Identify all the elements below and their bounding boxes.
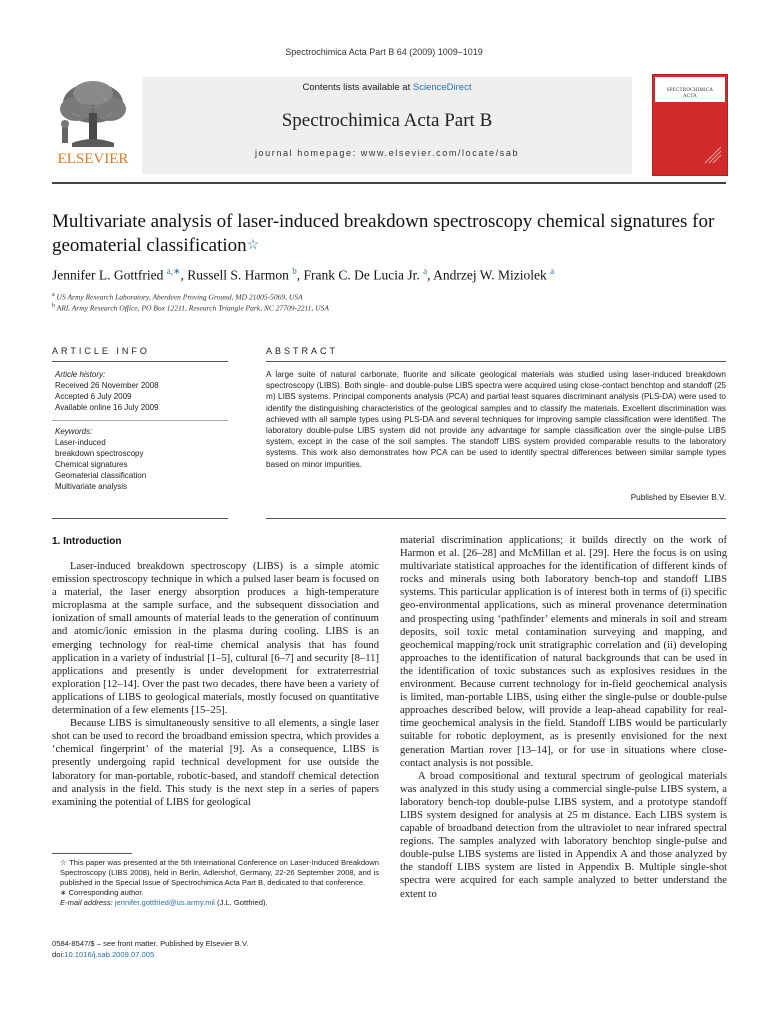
homepage-url-link[interactable]: www.elsevier.com/locate/sab <box>360 148 520 158</box>
author-name[interactable]: Russell S. Harmon <box>187 267 289 283</box>
journal-cover-thumbnail[interactable] <box>652 74 728 176</box>
author-name[interactable]: Frank C. De Lucia Jr. <box>303 267 420 283</box>
email-label: E-mail address: <box>60 898 115 907</box>
journal-masthead <box>142 77 632 174</box>
contents-prefix: Contents lists available at <box>302 82 413 93</box>
elsevier-tree-icon <box>52 77 134 169</box>
conference-footnote-text: This paper was presented at the 5th International Conference on Laser-Induced Breakdown Spectroscopy (LIBS 2008), held in Berlin, Adlershof, Germany, 22-26 September 2008, and is published in the Special Issue of Spectrochimica Acta Part B, dedicated to that conference. <box>60 858 379 887</box>
keywords-label: Keywords: <box>55 427 93 436</box>
conference-footnote <box>52 858 379 888</box>
abstract-rule-top <box>266 361 726 362</box>
body-right-column <box>400 534 727 901</box>
corresponding-author-note <box>52 888 379 898</box>
cover-emblem-icon <box>703 145 723 165</box>
corresponding-mark: ∗ <box>60 888 67 897</box>
elsevier-logo[interactable] <box>52 77 134 169</box>
keywords <box>55 426 225 492</box>
cover-title-line-1: SPECTROCHIMICA <box>666 88 714 93</box>
author-name[interactable]: Jennifer L. Gottfried <box>52 267 164 283</box>
sciencedirect-link[interactable]: ScienceDirect <box>412 82 472 93</box>
footnote-star-mark: ☆ <box>60 858 67 867</box>
author-affiliation-mark[interactable]: a <box>550 266 555 276</box>
contents-availability <box>142 82 632 93</box>
journal-homepage <box>142 148 632 158</box>
keyword-item: Laser-induced <box>55 438 106 447</box>
article-info-rule-top <box>52 361 228 362</box>
author-separator: , <box>296 267 304 283</box>
author-list <box>52 266 554 284</box>
author-separator: , <box>180 267 188 283</box>
article-title <box>52 210 742 258</box>
affiliation-a <box>52 292 303 302</box>
author-separator: , <box>427 267 434 283</box>
journal-title: Spectrochimica Acta Part B <box>281 110 493 131</box>
elsevier-wordmark: ELSEVIER <box>57 151 129 167</box>
email-suffix: (J.L. Gottfried). <box>214 898 268 907</box>
body-paragraph: material discrimination applications; it builds directly on the work of Harmon et al. [26–28] and McMillan et al. [29]. Here the focus is on using multivariate statistical approaches for the identification of different kinds of rocks and minerals using both laboratory bench-top and standoff LIBS systems. This particular application is of interest both in terms of (i) specific geo-environmental applications, such as mineral provenance determination and prospecting using ‘pathfinder’ elements and minerals in soil and stream deposits, soil toxic metal contamination surveying and mapping, and geochemical mapping/rock unit stratigraphic correlation and (ii) developing approaches to the identification of natural backgrounds that can be used in the identification of toxic substances such as explosives residues in the environment. Because current technology for in-field geochemical analysis is limited, man-portable LIBS, using either the single-pulse or double-pulse approaches described below, will provide a leap-ahead capability for real-time geochemical analysis in the field. Standoff LIBS would be particularly suitable for robotic deployment, as is presently envisioned for the next generation Martian rover [13–14], or for use in situations where close-contact analysis is not possible. <box>400 535 727 769</box>
affiliation-b-text: ARL Army Research Office, PO Box 12211, Research Triangle Park, NC 27709-2211, USA <box>56 303 329 313</box>
affiliation-b <box>52 303 329 313</box>
email-note <box>52 898 379 908</box>
title-footnote-link[interactable]: ☆ <box>246 238 260 253</box>
body-left-column <box>52 560 379 809</box>
affiliation-a-text: US Army Research Laboratory, Aberdeen Proving Ground, MD 21005-5069, USA <box>56 292 303 302</box>
copyright-line: 0584-8547/$ – see front matter. Published by Elsevier B.V. <box>52 939 249 948</box>
history-label: Article history: <box>55 370 106 379</box>
cover-title <box>655 88 725 100</box>
abstract-publisher-line: Published by Elsevier B.V. <box>630 493 726 502</box>
corresponding-author-mark[interactable]: ∗ <box>172 266 181 276</box>
abstract-heading: ABSTRACT <box>266 346 339 356</box>
article-history <box>55 369 225 413</box>
abstract-rule-bottom <box>266 518 726 519</box>
history-online: Available online 16 July 2009 <box>55 403 159 412</box>
affiliation-b-mark: b <box>52 303 55 309</box>
history-received: Received 26 November 2008 <box>55 381 159 390</box>
article-info-heading: ARTICLE INFO <box>52 346 150 356</box>
body-paragraph: A broad compositional and textural spectrum of geological materials was analyzed in this study using a commercial single-pulse LIBS system, a laboratory bench-top double-pulse LIBS system, and a prototype standoff LIBS system designed for analysis at 25 m distance. Each LIBS system is capable of broadband detection from the ultraviolet to near infrared spectral regions. The samples analyzed with laboratory benchtop single-pulse and double-pulse LIBS systems are listed in Appendix A and those analyzed by the standoff LIBS system are listed in Appendix B. Multiple single-shot spectra were acquired for each sample analyzed to better understand the extent to <box>400 770 727 900</box>
keyword-item: breakdown spectroscopy <box>55 449 144 458</box>
footnotes <box>52 858 379 908</box>
doi-line <box>52 949 379 960</box>
author-affiliation-mark[interactable]: a, <box>166 266 173 276</box>
homepage-label: journal homepage: <box>254 148 361 158</box>
author-affiliation-mark[interactable]: a <box>423 266 428 276</box>
keyword-item: Geomaterial classification <box>55 471 147 480</box>
affiliation-a-mark: a <box>52 292 55 298</box>
abstract-text: A large suite of natural carbonate, fluorite and silicate geological materials was studied using laser-induced breakdown spectroscopy (LIBS). Both single- and double-pulse LIBS spectra were acquired using close-contact benchtop and standoff (25 m) LIBS systems. Principal components analysis (PCA) and partial least squares discriminant analysis (PLS-DA) were used to identify the distinguishing characteristics of the geological samples and to classify the materials. Excellent discrimination was achieved with all sample types using PLS-DA and several techniques for improving sample classification were identified. The laboratory double-pulse LIBS system did not provide any advantage for sample classification over the single-pulse LIBS system, except in the case of the soil samples. The standoff LIBS system provided comparable results to the laboratory systems. This work also demonstrates how PCA can be used to identify spectral differences between similar sample types based on minor impurities. <box>266 370 726 469</box>
article-title-text: Multivariate analysis of laser-induced breakdown spectroscopy chemical signatures for geomaterial classification <box>52 211 715 256</box>
author-name[interactable]: Andrzej W. Miziolek <box>433 267 547 283</box>
article-info-rule-mid <box>52 420 228 421</box>
keyword-item: Multivariate analysis <box>55 482 128 491</box>
doi-label: doi: <box>52 950 65 959</box>
cover-title-line-2: ACTA <box>682 94 697 99</box>
footnote-rule <box>52 853 132 854</box>
section-heading-introduction: 1. Introduction <box>52 536 122 547</box>
history-accepted: Accepted 6 July 2009 <box>55 392 132 401</box>
corresponding-text: Corresponding author. <box>66 888 144 897</box>
cover-title-panel <box>655 77 725 102</box>
doi-link[interactable]: 10.1016/j.sab.2009.07.005 <box>64 950 155 959</box>
article-info-rule-bottom <box>52 518 228 519</box>
copyright-block <box>52 938 379 960</box>
keyword-item: Chemical signatures <box>55 460 128 469</box>
author-affiliation-mark[interactable]: b <box>292 266 297 276</box>
body-paragraph: Laser-induced breakdown spectroscopy (LIBS) is a simple atomic emission spectroscopy technique in which a pulsed laser beam is focused on a material, the laser energy absorption produces a high-temperature microplasma at the sample surface, and the subsequent dissociation and ionization of small amounts of material leads to the generation of continuum and atomic/ionic emission in the plasma during cooling. LIBS is an emerging technology for real-time chemical analysis that has found application in a variety of industrial [1–5], cultural [6–7] and security [8–11] applications and presently is under development for extraterrestrial exploration [12–14]. Over the past two decades, there have been a variety of applications of LIBS to geological materials, mostly focused on quantitative determination of a few elements [15–25]. <box>52 561 379 717</box>
masthead-divider <box>52 182 726 184</box>
email-link[interactable]: jennifer.gottfried@us.army.mil <box>114 898 215 907</box>
running-header: Spectrochimica Acta Part B 64 (2009) 1009–1019 <box>285 47 483 57</box>
body-paragraph: Because LIBS is simultaneously sensitive to all elements, a single laser shot can be used to record the broadband emission spectra, which provides a ‘chemical fingerprint’ of the material [9]. As a consequence, LIBS is presently undergoing rapid technical development for use outside the laboratory for man-portable, robotic-based, and standoff chemical detection and analysis in the field. This study is the next step in a series of papers examining the potential of LIBS for geological <box>52 718 379 808</box>
